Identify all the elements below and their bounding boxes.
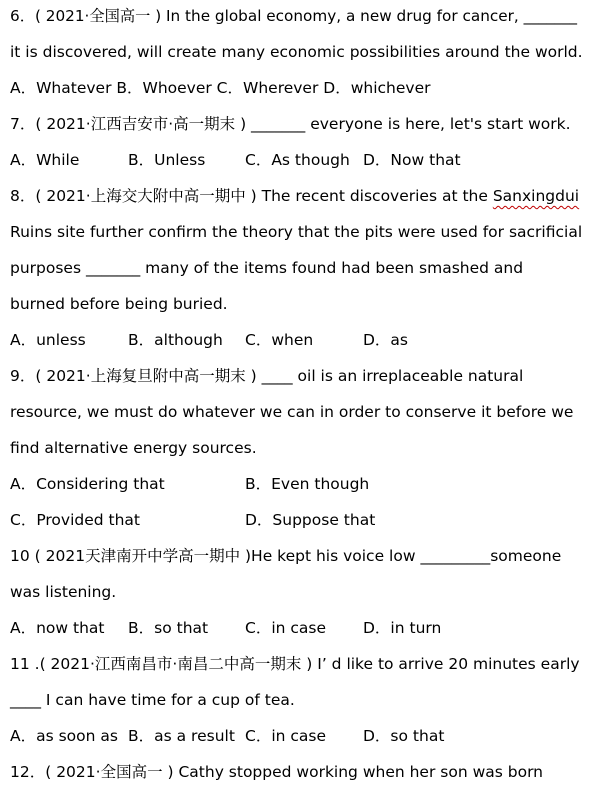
q8-option-d: D．as bbox=[363, 331, 409, 349]
q10-option-c: C．in case bbox=[245, 619, 327, 637]
q7-options bbox=[10, 142, 585, 178]
q8-option-b: B．although bbox=[128, 331, 223, 349]
q11-option-a: A．as soon as bbox=[10, 727, 118, 745]
q11-option-c: C．in case bbox=[245, 727, 327, 745]
q11-option-b: B．as a result bbox=[128, 727, 235, 745]
q10-option-d: D．in turn bbox=[363, 619, 442, 637]
q9-line-2: resource, we must do whatever we can in order to conserve it before we bbox=[10, 403, 574, 421]
q8-line-3: purposes _______ many of the items found had been smashed and bbox=[10, 259, 524, 277]
q7-option-a: A．While bbox=[10, 151, 80, 169]
q12-line-1: 12．( 2021·全国高一 ) Cathy stopped working when her son was born bbox=[10, 763, 543, 781]
q6-options: A．Whatever B．Whoever C．Wherever D．whichever bbox=[10, 79, 431, 97]
q9-line-1: 9．( 2021·上海复旦附中高一期末 ) ____ oil is an irreplaceable natural bbox=[10, 367, 524, 385]
document-page bbox=[10, 0, 585, 790]
q7-option-c: C．As though bbox=[245, 151, 350, 169]
q11-options bbox=[10, 718, 585, 754]
q9-option-a: A．Considering that bbox=[10, 475, 165, 493]
q10-line-2: was listening. bbox=[10, 583, 117, 601]
q9-option-d: D．Suppose that bbox=[245, 511, 376, 529]
q10-option-b: B．so that bbox=[128, 619, 209, 637]
q7-line-1: 7．( 2021·江西吉安市·高一期末 ) _______ everyone is here, let's start work. bbox=[10, 115, 571, 133]
q9-option-b: B．Even though bbox=[245, 475, 370, 493]
q9-line-3: find alternative energy sources. bbox=[10, 439, 257, 457]
q11-line-1: 11 .( 2021·江西南昌市·南昌二中高一期末 ) I’ d like to arrive 20 minutes early bbox=[10, 655, 580, 673]
q10-options bbox=[10, 610, 585, 646]
q11-line-2: ____ I can have time for a cup of tea. bbox=[10, 691, 295, 709]
q10-line-1: 10 ( 2021天津南开中学高一期中 )He kept his voice low _________someone bbox=[10, 547, 562, 565]
q7-option-d: D．Now that bbox=[363, 151, 461, 169]
q7-option-b: B．Unless bbox=[128, 151, 206, 169]
q10-option-a: A．now that bbox=[10, 619, 105, 637]
q9-options-row-1 bbox=[10, 466, 585, 502]
q8-options bbox=[10, 322, 585, 358]
q8-option-c: C．when bbox=[245, 331, 314, 349]
q8-spellcheck-word: Sanxingdui bbox=[492, 187, 580, 205]
q11-option-d: D．so that bbox=[363, 727, 445, 745]
q8-line-2: Ruins site further confirm the theory that the pits were used for sacrificial bbox=[10, 223, 583, 241]
q8-line-1-text: 8．( 2021·上海交大附中高一期中 ) The recent discoveries at the bbox=[10, 187, 493, 205]
q9-option-c: C．Provided that bbox=[10, 511, 141, 529]
q8-option-a: A．unless bbox=[10, 331, 86, 349]
q6-line-2: it is discovered, will create many economic possibilities around the world. bbox=[10, 43, 583, 61]
q6-line-1: 6．( 2021·全国高一 ) In the global economy, a new drug for cancer, _______ bbox=[10, 7, 577, 25]
q9-options-row-2 bbox=[10, 502, 585, 538]
q8-line-4: burned before being buried. bbox=[10, 295, 228, 313]
q8-line-1 bbox=[10, 178, 585, 214]
